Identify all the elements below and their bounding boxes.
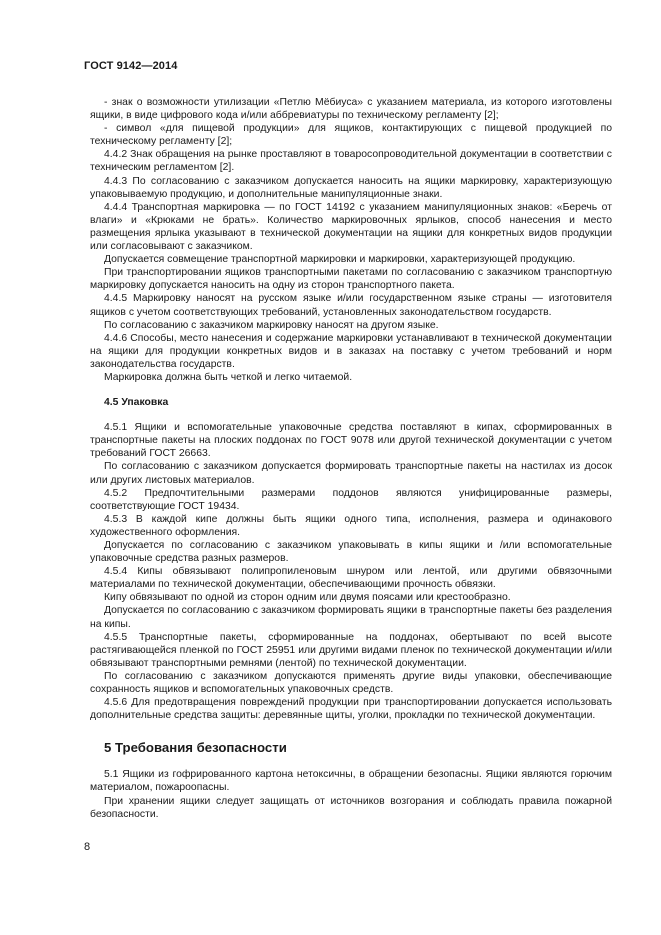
paragraph: - символ «для пищевой продукции» для ящиков, контактирующих с пищевой продукцией по техническому регламенту [2];: [90, 123, 612, 148]
section-heading: 5 Требования безопасности: [104, 740, 287, 756]
paragraph: 4.5.6 Для предотвращения повреждений продукции при транспортировании допускается использовать дополнительные средства защиты: деревянные щиты, уголки, прокладки по технической документации.: [90, 697, 612, 722]
document-header: ГОСТ 9142—2014: [84, 60, 178, 72]
paragraph: Допускается по согласованию с заказчиком формировать ящики в транспортные пакеты без разделения на кипы.: [90, 605, 612, 630]
paragraph: 5.1 Ящики из гофрированного картона нетоксичны, в обращении безопасны. Ящики являются горючим материалом, пожароопасны.: [90, 769, 612, 794]
paragraph: 4.4.4 Транспортная маркировка — по ГОСТ 14192 с указанием манипуляционных знаков: «Беречь от влаги» и «Крюками не брать». Количество маркировочных ярлыков, способ нанесения и место размещения ярлыка указывают в технической документации на ящики для конкретных видов продукции или согласовывают с заказчиком.: [90, 201, 612, 253]
subsection-heading: 4.5 Упаковка: [104, 397, 169, 409]
paragraph: - знак о возможности утилизации «Петлю Мёбиуса» с указанием материала, из которого изготовлены ящики, в виде цифрового кода и/или аббревиатуры по техническому регламенту [2];: [90, 97, 612, 122]
paragraph: 4.4.3 По согласованию с заказчиком допускается наносить на ящики маркировку, характеризующую упаковываемую продукцию, и дополнительные манипуляционные знаки.: [90, 175, 612, 200]
paragraph: 4.5.4 Кипы обвязывают полипропиленовым шнуром или лентой, или другими обвязочными материалами по технической документации, обеспечивающими прочность обвязки.: [90, 566, 612, 591]
page-number: 8: [84, 841, 91, 853]
paragraph: 4.5.5 Транспортные пакеты, сформированные на поддонах, обертывают по всей высоте растягивающейся пленкой по ГОСТ 25951 или другими видами пленок по технической документации и/или обвязывают транспортными ремнями (лентой) по технической документации.: [90, 631, 612, 669]
paragraph: При транспортировании ящиков транспортными пакетами по согласованию с заказчиком транспортную маркировку допускается наносить на одну из сторон транспортного пакета.: [90, 267, 612, 292]
paragraph: При хранении ящики следует защищать от источников возгорания и соблюдать правила пожарной безопасности.: [90, 795, 612, 820]
paragraph: По согласованию с заказчиком маркировку наносят на другом языке.: [104, 319, 439, 331]
paragraph: 4.4.6 Способы, место нанесения и содержание маркировки устанавливают в технической документации на ящики для продукции конкретных видов и в заказах на поставку с учетом требований и норм законодательства государств.: [90, 332, 612, 370]
paragraph: Кипу обвязывают по одной из сторон одним или двумя поясами или крестообразно.: [104, 592, 511, 604]
page-body: [90, 96, 612, 821]
paragraph: Допускается совмещение транспортной маркировки и маркировки, характеризующей продукцию.: [104, 254, 576, 266]
paragraph: Допускается по согласованию с заказчиком упаковывать в кипы ящики и /или вспомогательные упаковочные средства разных размеров.: [90, 540, 612, 565]
paragraph: Маркировка должна быть четкой и легко читаемой.: [104, 371, 353, 383]
paragraph: 4.4.2 Знак обращения на рынке проставляют в товаросопроводительной документации в соответствии с техническим регламентом [2].: [90, 149, 612, 174]
paragraph: 4.4.5 Маркировку наносят на русском языке и/или государственном языке страны — изготовителя ящиков с учетом соответствующих требований, установленных законодательством государств.: [90, 293, 612, 318]
paragraph: По согласованию с заказчиком допускаются применять другие виды упаковки, обеспечивающие сохранность ящиков и вспомогательных упаковочных средств.: [90, 670, 612, 696]
paragraph: 4.5.2 Предпочтительными размерами поддонов являются унифицированные размеры, соответствующие ГОСТ 19434.: [90, 487, 612, 512]
paragraph: По согласованию с заказчиком допускается формировать транспортные пакеты на настилах из досок или других листовых материалов.: [90, 461, 612, 486]
paragraph: 4.5.3 В каждой кипе должны быть ящики одного типа, исполнения, размера и одинакового художественного оформления.: [90, 513, 612, 538]
paragraph: 4.5.1 Ящики и вспомогательные упаковочные средства поставляют в кипах, сформированных в транспортные пакеты на плоских поддонах по ГОСТ 9078 или другой технической документации с учетом требований ГОСТ 26663.: [90, 422, 612, 460]
